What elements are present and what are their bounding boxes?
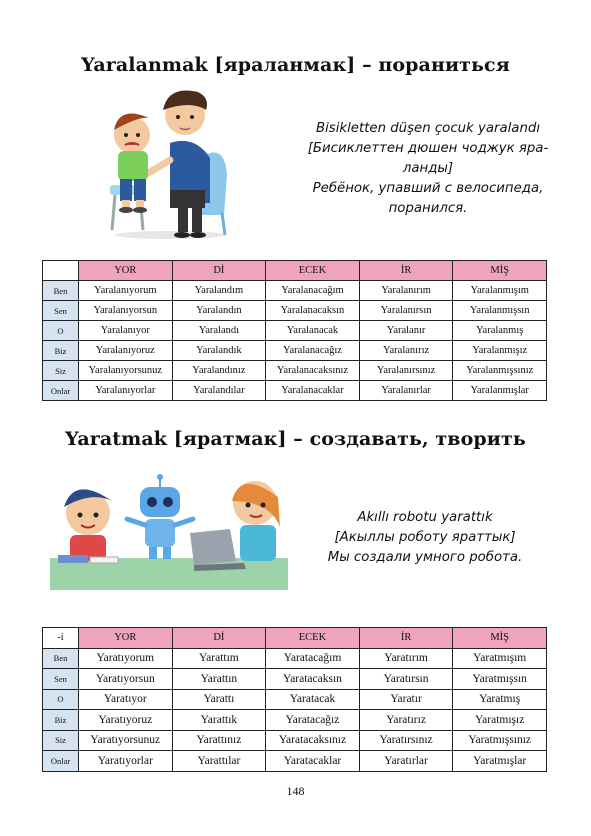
table-cell: Yaratacak — [266, 689, 360, 710]
table-cell: Yaratıyorum — [79, 648, 173, 669]
injured-boy-illustration — [100, 85, 240, 240]
column-header: ECEK — [266, 628, 360, 649]
table-cell: Yarattılar — [172, 751, 266, 772]
column-header: MİŞ — [453, 261, 547, 281]
column-header: Dİ — [172, 628, 266, 649]
column-header: ECEK — [266, 261, 360, 281]
column-header: İR — [359, 628, 453, 649]
column-header: YOR — [79, 628, 173, 649]
example-line: Мы создали умного робота. — [327, 550, 523, 565]
table-cell: Yaralandı — [172, 321, 266, 341]
table-cell: Yaratacaklar — [266, 751, 360, 772]
table-cell: Yaratmışız — [453, 710, 547, 731]
table-cell: Yaralanıyorlar — [79, 381, 173, 401]
table-row — [43, 321, 547, 341]
table-cell: Yaratıyor — [79, 689, 173, 710]
table-cell: Yaralandık — [172, 341, 266, 361]
table-cell: Yaralandın — [172, 301, 266, 321]
table-cell: Yaralandılar — [172, 381, 266, 401]
table-cell: Yaralanmışlar — [453, 381, 547, 401]
table-cell: Yaralanıyorsun — [79, 301, 173, 321]
example-line: поранился. — [388, 201, 468, 216]
table-cell: Yaralanacaksınız — [266, 361, 360, 381]
table-cell: Yaralanmışsın — [453, 301, 547, 321]
table-row — [43, 710, 547, 731]
table-cell: Yaralanmışım — [453, 281, 547, 301]
table-cell: Yaratmışlar — [453, 751, 547, 772]
table-row — [43, 689, 547, 710]
table-cell: Yaratıyorsun — [79, 669, 173, 690]
pronoun-cell: Ben — [43, 281, 79, 301]
table-row — [43, 730, 547, 751]
table-cell: Yaratıyoruz — [79, 710, 173, 731]
table-cell: Yaratmışım — [453, 648, 547, 669]
table-cell: Yarattın — [172, 669, 266, 690]
pronoun-cell: O — [43, 321, 79, 341]
table-cell: Yaralanırız — [359, 341, 453, 361]
table-cell: Yarattım — [172, 648, 266, 669]
table-cell: Yaralanırsın — [359, 301, 453, 321]
table-row — [43, 648, 547, 669]
table-cell: Yarattık — [172, 710, 266, 731]
table-row — [43, 381, 547, 401]
pronoun-cell: Siz — [43, 361, 79, 381]
pronoun-cell: Sen — [43, 669, 79, 690]
table-cell: Yaralanmışız — [453, 341, 547, 361]
page-number: 148 — [286, 784, 305, 798]
table-cell: Yaralanırım — [359, 281, 453, 301]
table-cell: Yaratırız — [359, 710, 453, 731]
table-cell: Yaratırsınız — [359, 730, 453, 751]
example-line: Ребёнок, упавший с велосипеда, — [312, 181, 544, 196]
table-header-row — [43, 261, 547, 281]
table-cell: Yaratırlar — [359, 751, 453, 772]
table-cell: Yarattı — [172, 689, 266, 710]
conjugation-table-yaralanmak — [42, 260, 547, 401]
table-cell: Yaralanacaksın — [266, 301, 360, 321]
table-cell: Yaratırım — [359, 648, 453, 669]
table-row — [43, 301, 547, 321]
table-cell: Yaralanmışsınız — [453, 361, 547, 381]
table-cell: Yarattınız — [172, 730, 266, 751]
table-row — [43, 751, 547, 772]
pronoun-cell: Biz — [43, 341, 79, 361]
example-line: ланды] — [402, 161, 454, 176]
table-cell: Yaratacaksınız — [266, 730, 360, 751]
table-row — [43, 281, 547, 301]
table-cell: Yaratacağım — [266, 648, 360, 669]
column-header: Dİ — [172, 261, 266, 281]
example-line: [Бисиклеттен дюшен чоджук яра- — [307, 141, 549, 156]
table-cell: Yaratıyorlar — [79, 751, 173, 772]
table-cell: Yaralanmış — [453, 321, 547, 341]
table-cell: Yaratacağız — [266, 710, 360, 731]
table-corner — [43, 261, 79, 281]
table-cell: Yaralanıyoruz — [79, 341, 173, 361]
conjugation-table-yaratmak — [42, 627, 547, 772]
table-row — [43, 341, 547, 361]
table-cell: Yaratmışsınız — [453, 730, 547, 751]
example-line: Akıllı robotu yarattık — [357, 510, 493, 525]
column-header: İR — [359, 261, 453, 281]
table-cell: Yaratıyorsunuz — [79, 730, 173, 751]
table-cell: Yaralanacağım — [266, 281, 360, 301]
table-cell: Yaralanacaklar — [266, 381, 360, 401]
table-cell: Yaralanırsınız — [359, 361, 453, 381]
pronoun-cell: Siz — [43, 730, 79, 751]
example-line: [Акыллы роботу яраттык] — [334, 530, 516, 545]
table-cell: Yaralandım — [172, 281, 266, 301]
table-cell: Yaratmışsın — [453, 669, 547, 690]
column-header: MİŞ — [453, 628, 547, 649]
table-cell: Yaralandınız — [172, 361, 266, 381]
table-cell: Yaratırsın — [359, 669, 453, 690]
table-cell: Yaralanacağız — [266, 341, 360, 361]
table-cell: Yaratır — [359, 689, 453, 710]
table-cell: Yaratmış — [453, 689, 547, 710]
table-cell: Yaralanıyorsunuz — [79, 361, 173, 381]
section2-title: Yaratmak [яратмак] – создавать, творить — [65, 428, 526, 450]
pronoun-cell: Sen — [43, 301, 79, 321]
table-cell: Yaralanıyorum — [79, 281, 173, 301]
table-cell: Yaralanır — [359, 321, 453, 341]
table-cell: Yaralanacak — [266, 321, 360, 341]
pronoun-cell: Ben — [43, 648, 79, 669]
table-cell: Yaratacaksın — [266, 669, 360, 690]
pronoun-cell: Onlar — [43, 381, 79, 401]
section1-example — [288, 119, 568, 219]
table-cell: Yaralanıyor — [79, 321, 173, 341]
pronoun-cell: Biz — [43, 710, 79, 731]
column-header: YOR — [79, 261, 173, 281]
table-cell: Yaralanırlar — [359, 381, 453, 401]
pronoun-cell: O — [43, 689, 79, 710]
table-row — [43, 669, 547, 690]
example-line: Bisikletten düşen çocuk yaralandı — [315, 121, 541, 136]
table-header-row — [43, 628, 547, 649]
table-corner: -i — [43, 628, 79, 649]
section2-example — [290, 508, 560, 568]
pronoun-cell: Onlar — [43, 751, 79, 772]
section1-title: Yaralanmak [яраланмак] – пораниться — [81, 54, 510, 76]
table-row — [43, 361, 547, 381]
kids-robot-illustration — [50, 473, 290, 593]
